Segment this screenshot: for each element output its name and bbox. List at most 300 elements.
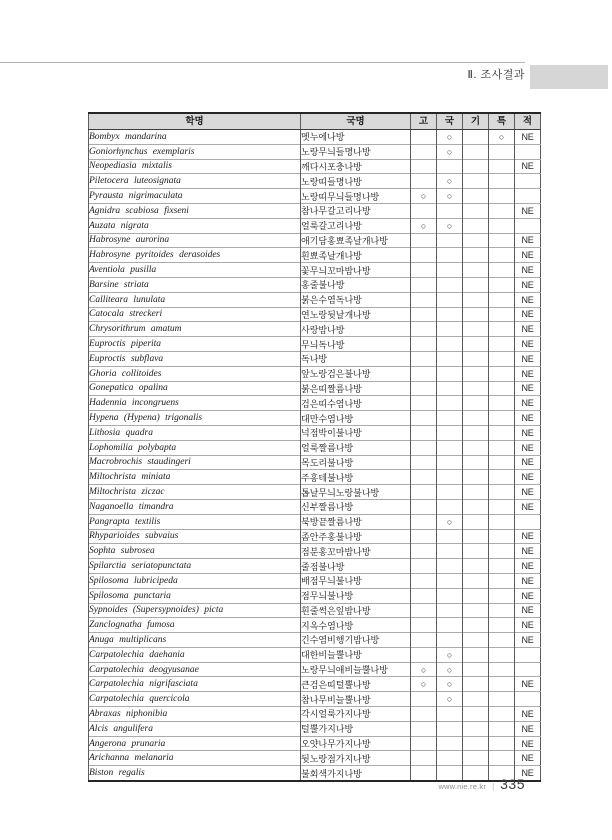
mark-cell-guk: ○ <box>437 144 463 159</box>
mark-cell-guk <box>437 322 463 337</box>
mark-cell-go: ○ <box>411 189 437 204</box>
mark-cell-gi <box>463 307 489 322</box>
mark-cell-gi <box>463 573 489 588</box>
mark-cell-gi <box>463 144 489 159</box>
mark-cell-gi <box>463 351 489 366</box>
mark-cell-gi <box>463 499 489 514</box>
mark-cell-guk <box>437 307 463 322</box>
mark-cell-jeok <box>515 218 541 233</box>
mark-cell-jeok: NE <box>515 337 541 352</box>
mark-cell-go <box>411 381 437 396</box>
mark-cell-jeok: NE <box>515 307 541 322</box>
mark-cell-jeok <box>515 144 541 159</box>
mark-cell-gi <box>463 618 489 633</box>
mark-cell-gi <box>463 603 489 618</box>
col-header-korean-name: 국명 <box>301 113 411 130</box>
korean-name-cell: 북방끝짤름나방 <box>301 514 411 529</box>
table-row <box>89 677 541 692</box>
mark-cell-jeok: NE <box>515 130 541 145</box>
footer-page-number: 335 <box>500 776 525 792</box>
scientific-name-cell: Catocala streckeri <box>89 307 301 322</box>
scientific-name-cell: Hadennia incongruens <box>89 396 301 411</box>
mark-cell-teuk <box>489 692 515 707</box>
korean-name-cell: 긴수염비행기밤나방 <box>301 633 411 648</box>
mark-cell-jeok: NE <box>515 159 541 174</box>
mark-cell-jeok <box>515 189 541 204</box>
mark-cell-go <box>411 396 437 411</box>
mark-cell-gi <box>463 707 489 722</box>
mark-cell-teuk <box>489 573 515 588</box>
mark-cell-teuk <box>489 292 515 307</box>
korean-name-cell: 주홍테불나방 <box>301 470 411 485</box>
scientific-name-cell: Arichanna melanaria <box>89 751 301 766</box>
mark-cell-gi <box>463 559 489 574</box>
mark-cell-go <box>411 751 437 766</box>
table-row <box>89 485 541 500</box>
mark-cell-go <box>411 307 437 322</box>
mark-cell-gi <box>463 292 489 307</box>
mark-cell-gi <box>463 366 489 381</box>
mark-cell-teuk <box>489 263 515 278</box>
col-header-guk: 국 <box>437 113 463 130</box>
scientific-name-cell: Agnidra scabiosa fixseni <box>89 203 301 218</box>
mark-cell-guk <box>437 470 463 485</box>
mark-cell-teuk <box>489 159 515 174</box>
mark-cell-go <box>411 485 437 500</box>
table-row <box>89 707 541 722</box>
mark-cell-go <box>411 292 437 307</box>
mark-cell-go <box>411 633 437 648</box>
mark-cell-teuk <box>489 322 515 337</box>
mark-cell-go <box>411 529 437 544</box>
table-row <box>89 455 541 470</box>
mark-cell-gi <box>463 425 489 440</box>
mark-cell-go <box>411 366 437 381</box>
table-row <box>89 514 541 529</box>
section-header: Ⅱ. 조사결과 <box>467 69 525 81</box>
scientific-name-cell: Miltochrista miniata <box>89 470 301 485</box>
scientific-name-cell: Lophomilia polybapta <box>89 440 301 455</box>
table-row <box>89 248 541 263</box>
mark-cell-teuk <box>489 203 515 218</box>
korean-name-cell: 톱날무늬노랑불나방 <box>301 485 411 500</box>
korean-name-cell: 지옥수염나방 <box>301 618 411 633</box>
mark-cell-teuk <box>489 707 515 722</box>
col-header-gi: 기 <box>463 113 489 130</box>
table-row <box>89 618 541 633</box>
mark-cell-gi <box>463 692 489 707</box>
mark-cell-jeok: NE <box>515 248 541 263</box>
mark-cell-gi <box>463 529 489 544</box>
scientific-name-cell: Gonepatica opalina <box>89 381 301 396</box>
korean-name-cell: 각시얼룩가지나방 <box>301 707 411 722</box>
mark-cell-go <box>411 559 437 574</box>
mark-cell-jeok: NE <box>515 633 541 648</box>
mark-cell-guk <box>437 425 463 440</box>
mark-cell-go <box>411 174 437 189</box>
mark-cell-jeok: NE <box>515 544 541 559</box>
scientific-name-cell: Miltochrista ziczac <box>89 485 301 500</box>
mark-cell-jeok: NE <box>515 721 541 736</box>
mark-cell-guk <box>437 529 463 544</box>
mark-cell-jeok: NE <box>515 351 541 366</box>
mark-cell-gi <box>463 736 489 751</box>
mark-cell-gi <box>463 470 489 485</box>
mark-cell-guk <box>437 233 463 248</box>
mark-cell-jeok: NE <box>515 203 541 218</box>
mark-cell-jeok: NE <box>515 455 541 470</box>
korean-name-cell: 대만수염나방 <box>301 411 411 426</box>
mark-cell-guk: ○ <box>437 189 463 204</box>
scientific-name-cell: Anuga multiplicans <box>89 633 301 648</box>
table-row <box>89 337 541 352</box>
table-row <box>89 425 541 440</box>
mark-cell-guk <box>437 411 463 426</box>
scientific-name-cell: Carpatolechia deogyusanae <box>89 662 301 677</box>
mark-cell-go <box>411 470 437 485</box>
mark-cell-jeok: NE <box>515 322 541 337</box>
mark-cell-teuk <box>489 455 515 470</box>
table-row <box>89 736 541 751</box>
mark-cell-jeok: NE <box>515 766 541 781</box>
mark-cell-jeok: NE <box>515 277 541 292</box>
korean-name-cell: 넉점박이불나방 <box>301 425 411 440</box>
mark-cell-jeok: NE <box>515 366 541 381</box>
scientific-name-cell: Piletocera luteosignata <box>89 174 301 189</box>
mark-cell-go <box>411 277 437 292</box>
scientific-name-cell: Barsine striata <box>89 277 301 292</box>
table-header <box>89 113 541 130</box>
mark-cell-gi <box>463 203 489 218</box>
mark-cell-gi <box>463 662 489 677</box>
mark-cell-gi <box>463 588 489 603</box>
mark-cell-teuk: ○ <box>489 130 515 145</box>
scientific-name-cell: Hypena (Hypena) trigonalis <box>89 411 301 426</box>
table-row <box>89 603 541 618</box>
mark-cell-teuk <box>489 233 515 248</box>
korean-name-cell: 검은띠수염나방 <box>301 396 411 411</box>
scientific-name-cell: Sophta subrosea <box>89 544 301 559</box>
table-row <box>89 588 541 603</box>
mark-cell-go <box>411 411 437 426</box>
scientific-name-cell: Abraxas niphonibia <box>89 707 301 722</box>
mark-cell-gi <box>463 381 489 396</box>
mark-cell-go <box>411 263 437 278</box>
mark-cell-teuk <box>489 588 515 603</box>
table-row <box>89 203 541 218</box>
korean-name-cell: 깨다시포충나방 <box>301 159 411 174</box>
table-row <box>89 130 541 145</box>
mark-cell-go <box>411 337 437 352</box>
mark-cell-guk: ○ <box>437 662 463 677</box>
mark-cell-teuk <box>489 189 515 204</box>
table-row <box>89 721 541 736</box>
korean-name-cell: 멧누에나방 <box>301 130 411 145</box>
mark-cell-teuk <box>489 440 515 455</box>
mark-cell-gi <box>463 322 489 337</box>
mark-cell-gi <box>463 751 489 766</box>
mark-cell-go <box>411 514 437 529</box>
scientific-name-cell: Spilosoma lubricipeda <box>89 573 301 588</box>
mark-cell-gi <box>463 544 489 559</box>
mark-cell-teuk <box>489 307 515 322</box>
scientific-name-cell: Calliteara lunulata <box>89 292 301 307</box>
mark-cell-guk: ○ <box>437 647 463 662</box>
scientific-name-cell: Biston regalis <box>89 766 301 781</box>
table-row <box>89 633 541 648</box>
korean-name-cell: 애기담홍뾰족날개나방 <box>301 233 411 248</box>
mark-cell-teuk <box>489 677 515 692</box>
table-row <box>89 662 541 677</box>
mark-cell-jeok: NE <box>515 233 541 248</box>
scientific-name-cell: Euproctis piperita <box>89 337 301 352</box>
mark-cell-go <box>411 455 437 470</box>
mark-cell-guk <box>437 263 463 278</box>
mark-cell-gi <box>463 159 489 174</box>
mark-cell-jeok: NE <box>515 396 541 411</box>
mark-cell-teuk <box>489 529 515 544</box>
mark-cell-guk: ○ <box>437 130 463 145</box>
section-side-tab <box>530 65 608 89</box>
mark-cell-guk <box>437 751 463 766</box>
korean-name-cell: 얼룩짤름나방 <box>301 440 411 455</box>
mark-cell-teuk <box>489 603 515 618</box>
korean-name-cell: 참나무비늘뿔나방 <box>301 692 411 707</box>
scientific-name-cell: Carpatolechia daehania <box>89 647 301 662</box>
mark-cell-jeok: NE <box>515 470 541 485</box>
mark-cell-guk <box>437 499 463 514</box>
mark-cell-guk <box>437 159 463 174</box>
mark-cell-gi <box>463 130 489 145</box>
mark-cell-guk <box>437 396 463 411</box>
mark-cell-guk <box>437 292 463 307</box>
korean-name-cell: 노랑띠무늬들명나방 <box>301 189 411 204</box>
mark-cell-guk <box>437 603 463 618</box>
footer-url: www.nie.re.kr <box>438 782 487 791</box>
table-row <box>89 233 541 248</box>
mark-cell-teuk <box>489 218 515 233</box>
mark-cell-go <box>411 603 437 618</box>
mark-cell-go <box>411 766 437 781</box>
mark-cell-guk <box>437 203 463 218</box>
mark-cell-teuk <box>489 751 515 766</box>
korean-name-cell: 털뿔가지나방 <box>301 721 411 736</box>
korean-name-cell: 참나무갈고리나방 <box>301 203 411 218</box>
korean-name-cell: 큰검은띠털뿔나방 <box>301 677 411 692</box>
mark-cell-jeok: NE <box>515 499 541 514</box>
mark-cell-teuk <box>489 366 515 381</box>
mark-cell-guk <box>437 337 463 352</box>
scientific-name-cell: Zanclognatha fumosa <box>89 618 301 633</box>
mark-cell-teuk <box>489 514 515 529</box>
mark-cell-guk <box>437 736 463 751</box>
mark-cell-gi <box>463 455 489 470</box>
mark-cell-teuk <box>489 721 515 736</box>
mark-cell-go <box>411 573 437 588</box>
mark-cell-go <box>411 425 437 440</box>
mark-cell-go <box>411 130 437 145</box>
table-row <box>89 647 541 662</box>
scientific-name-cell: Euproctis subflava <box>89 351 301 366</box>
scientific-name-cell: Habrosyne aurorina <box>89 233 301 248</box>
scientific-name-cell: Habrosyne pyritoides derasoides <box>89 248 301 263</box>
mark-cell-gi <box>463 174 489 189</box>
table-row <box>89 411 541 426</box>
mark-cell-go <box>411 692 437 707</box>
mark-cell-guk <box>437 455 463 470</box>
korean-name-cell: 사랑밤나방 <box>301 322 411 337</box>
mark-cell-teuk <box>489 411 515 426</box>
scientific-name-cell: Ghoria collitoides <box>89 366 301 381</box>
col-header-scientific-name: 학명 <box>89 113 301 130</box>
korean-name-cell: 불회색가지나방 <box>301 766 411 781</box>
mark-cell-guk <box>437 707 463 722</box>
mark-cell-guk: ○ <box>437 218 463 233</box>
table-row <box>89 544 541 559</box>
scientific-name-cell: Sypnoides (Supersypnoides) picta <box>89 603 301 618</box>
mark-cell-jeok: NE <box>515 411 541 426</box>
mark-cell-guk <box>437 618 463 633</box>
mark-cell-jeok: NE <box>515 736 541 751</box>
korean-name-cell: 얼룩갈고리나방 <box>301 218 411 233</box>
korean-name-cell: 뒷노랑점가지나방 <box>301 751 411 766</box>
mark-cell-teuk <box>489 351 515 366</box>
mark-cell-guk: ○ <box>437 514 463 529</box>
korean-name-cell: 신부짤름나방 <box>301 499 411 514</box>
mark-cell-guk <box>437 544 463 559</box>
mark-cell-teuk <box>489 559 515 574</box>
korean-name-cell: 점분홍꼬마밤나방 <box>301 544 411 559</box>
mark-cell-go <box>411 144 437 159</box>
mark-cell-guk <box>437 573 463 588</box>
scientific-name-cell: Pangrapta textilis <box>89 514 301 529</box>
scientific-name-cell: Macrobrochis staudingeri <box>89 455 301 470</box>
mark-cell-teuk <box>489 248 515 263</box>
species-table <box>88 112 541 782</box>
korean-name-cell: 대한비늘뿔나방 <box>301 647 411 662</box>
korean-name-cell: 무늬독나방 <box>301 337 411 352</box>
mark-cell-guk: ○ <box>437 174 463 189</box>
mark-cell-guk <box>437 588 463 603</box>
table-row <box>89 440 541 455</box>
mark-cell-go <box>411 544 437 559</box>
mark-cell-gi <box>463 233 489 248</box>
mark-cell-go <box>411 499 437 514</box>
korean-name-cell: 연노랑뒷날개나방 <box>301 307 411 322</box>
korean-name-cell: 앞노랑검은불나방 <box>301 366 411 381</box>
mark-cell-jeok: NE <box>515 677 541 692</box>
table-header-row <box>89 113 541 130</box>
mark-cell-jeok: NE <box>515 425 541 440</box>
table-row <box>89 322 541 337</box>
scientific-name-cell: Naganoella timandra <box>89 499 301 514</box>
table-row <box>89 277 541 292</box>
mark-cell-go <box>411 721 437 736</box>
table-row <box>89 263 541 278</box>
table-row <box>89 499 541 514</box>
mark-cell-jeok <box>515 692 541 707</box>
scientific-name-cell: Bombyx mandarina <box>89 130 301 145</box>
mark-cell-go: ○ <box>411 218 437 233</box>
mark-cell-go <box>411 159 437 174</box>
mark-cell-teuk <box>489 277 515 292</box>
mark-cell-guk: ○ <box>437 677 463 692</box>
mark-cell-gi <box>463 633 489 648</box>
korean-name-cell: 독나방 <box>301 351 411 366</box>
mark-cell-guk <box>437 381 463 396</box>
table-row <box>89 396 541 411</box>
mark-cell-teuk <box>489 174 515 189</box>
scientific-name-cell: Angerona prunaria <box>89 736 301 751</box>
table-row <box>89 189 541 204</box>
scientific-name-cell: Goniorhynchus exemplaris <box>89 144 301 159</box>
mark-cell-teuk <box>489 337 515 352</box>
mark-cell-jeok <box>515 647 541 662</box>
mark-cell-guk <box>437 633 463 648</box>
mark-cell-teuk <box>489 647 515 662</box>
mark-cell-go <box>411 233 437 248</box>
mark-cell-go <box>411 322 437 337</box>
mark-cell-teuk <box>489 470 515 485</box>
mark-cell-gi <box>463 514 489 529</box>
mark-cell-jeok: NE <box>515 588 541 603</box>
korean-name-cell: 배점무늬불나방 <box>301 573 411 588</box>
mark-cell-gi <box>463 396 489 411</box>
mark-cell-gi <box>463 440 489 455</box>
mark-cell-gi <box>463 485 489 500</box>
scientific-name-cell: Neopediasia mixtalis <box>89 159 301 174</box>
mark-cell-teuk <box>489 618 515 633</box>
mark-cell-go <box>411 707 437 722</box>
mark-cell-gi <box>463 189 489 204</box>
table-row <box>89 692 541 707</box>
mark-cell-guk <box>437 248 463 263</box>
mark-cell-teuk <box>489 381 515 396</box>
scientific-name-cell: Aventiola pusilla <box>89 263 301 278</box>
korean-name-cell: 목도리불나방 <box>301 455 411 470</box>
mark-cell-go <box>411 440 437 455</box>
mark-cell-teuk <box>489 633 515 648</box>
korean-name-cell: 노랑무늬들명나방 <box>301 144 411 159</box>
table-row <box>89 381 541 396</box>
mark-cell-guk <box>437 440 463 455</box>
mark-cell-gi <box>463 337 489 352</box>
table-row <box>89 529 541 544</box>
korean-name-cell: 흰줄썩은잎밤나방 <box>301 603 411 618</box>
table-row <box>89 218 541 233</box>
table-row <box>89 307 541 322</box>
table-row <box>89 159 541 174</box>
col-header-jeok: 적 <box>515 113 541 130</box>
scientific-name-cell: Carpatolechia nigrifasciata <box>89 677 301 692</box>
korean-name-cell: 점무늬불나방 <box>301 588 411 603</box>
mark-cell-go: ○ <box>411 662 437 677</box>
mark-cell-jeok: NE <box>515 529 541 544</box>
korean-name-cell: 흰뾰족날개나방 <box>301 248 411 263</box>
mark-cell-teuk <box>489 396 515 411</box>
korean-name-cell: 노랑띠들명나방 <box>301 174 411 189</box>
table-body <box>89 130 541 782</box>
mark-cell-guk <box>437 559 463 574</box>
scientific-name-cell: Alcis angulifera <box>89 721 301 736</box>
scientific-name-cell: Pyrausta nigrimaculata <box>89 189 301 204</box>
table-row <box>89 174 541 189</box>
table-row <box>89 559 541 574</box>
mark-cell-teuk <box>489 662 515 677</box>
mark-cell-gi <box>463 218 489 233</box>
col-header-go: 고 <box>411 113 437 130</box>
mark-cell-jeok: NE <box>515 603 541 618</box>
